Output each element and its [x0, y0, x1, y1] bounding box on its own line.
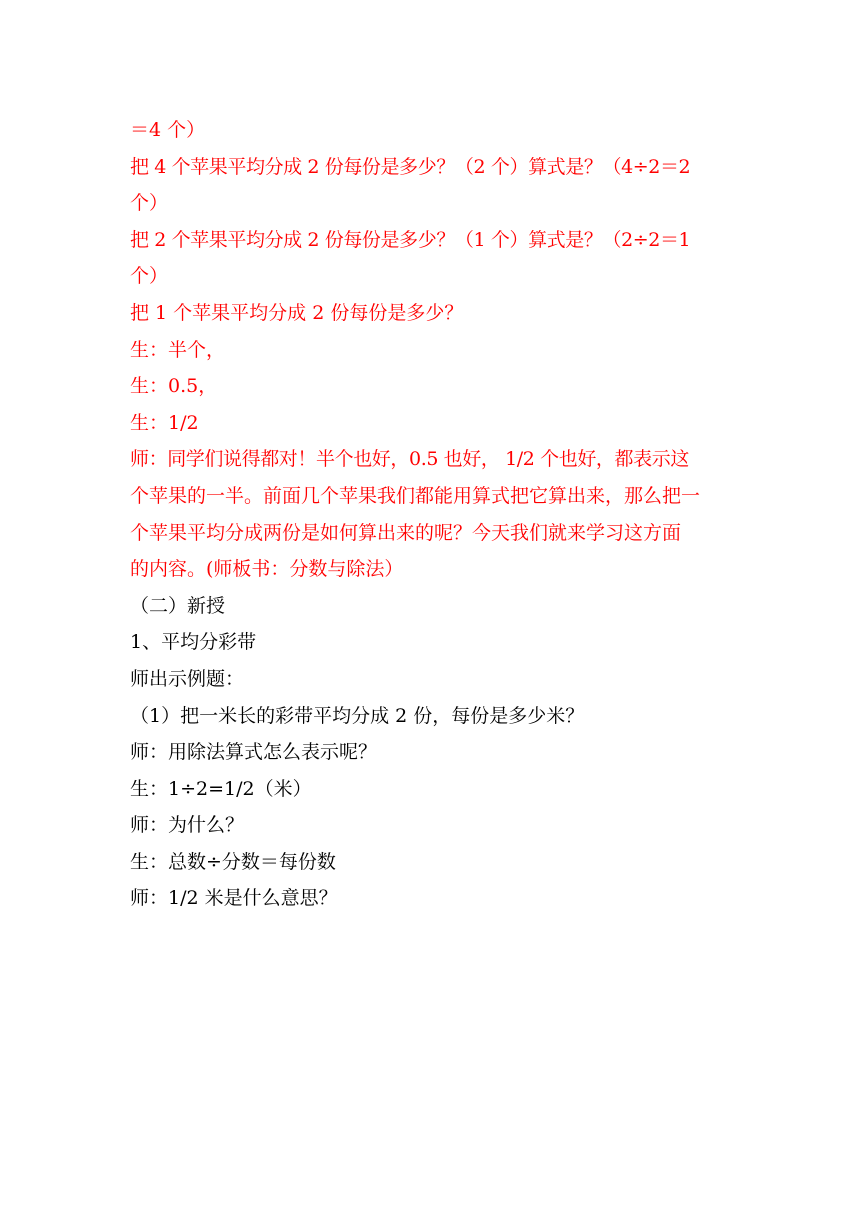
text-line-teacher-lesson-intro: 个苹果平均分成两份是如何算出来的呢？今天我们就来学习这方面: [130, 521, 682, 544]
text-line-teacher-response-continued: 个苹果的一半。前面几个苹果我们都能用算式把它算出来，那么把一: [130, 484, 701, 507]
text-line-board-title: 的内容。(师板书：分数与除法）: [130, 558, 404, 581]
section-heading-new-lesson: （二）新授: [130, 594, 226, 617]
subsection-heading-ribbon: 1、平均分彩带: [130, 631, 257, 654]
text-line-two-apples-continued: 个）: [130, 265, 169, 288]
text-line-teacher-meaning-question: 师：1/2 米是什么意思？: [130, 887, 338, 910]
text-line-four-apples-question: 把 4 个苹果平均分成 2 份每份是多少？（2 个）算式是？（4÷2＝2: [130, 155, 691, 178]
text-line-division-result: ＝4 个）: [130, 119, 206, 141]
lesson-text-body: [130, 112, 740, 917]
text-line-student-division-answer: 生：1÷2=1/2（米）: [130, 777, 312, 800]
text-line-teacher-division-question: 师：用除法算式怎么表示呢？: [130, 741, 378, 764]
text-line-student-division-rule: 生：总数÷分数＝每份数: [130, 850, 336, 873]
text-line-example-intro: 师出示例题：: [130, 667, 245, 690]
text-line-example-question: （1）把一米长的彩带平均分成 2 份，每份是多少米？: [130, 704, 585, 727]
text-line-four-apples-continued: 个）: [130, 192, 169, 215]
text-line-student-answer-decimal: 生：0.5，: [130, 375, 218, 398]
text-line-teacher-response: 师：同学们说得都对！半个也好，0.5 也好， 1/2 个也好，都表示这: [130, 448, 689, 471]
text-line-teacher-why: 师：为什么？: [130, 814, 245, 837]
text-line-student-answer-fraction: 生：1/2: [130, 411, 199, 434]
text-line-two-apples-question: 把 2 个苹果平均分成 2 份每份是多少？（1 个）算式是？（2÷2＝1: [130, 228, 691, 251]
text-line-one-apple-question: 把 1 个苹果平均分成 2 份每份是多少？: [130, 301, 464, 324]
text-line-student-answer-half: 生：半个，: [130, 338, 226, 361]
